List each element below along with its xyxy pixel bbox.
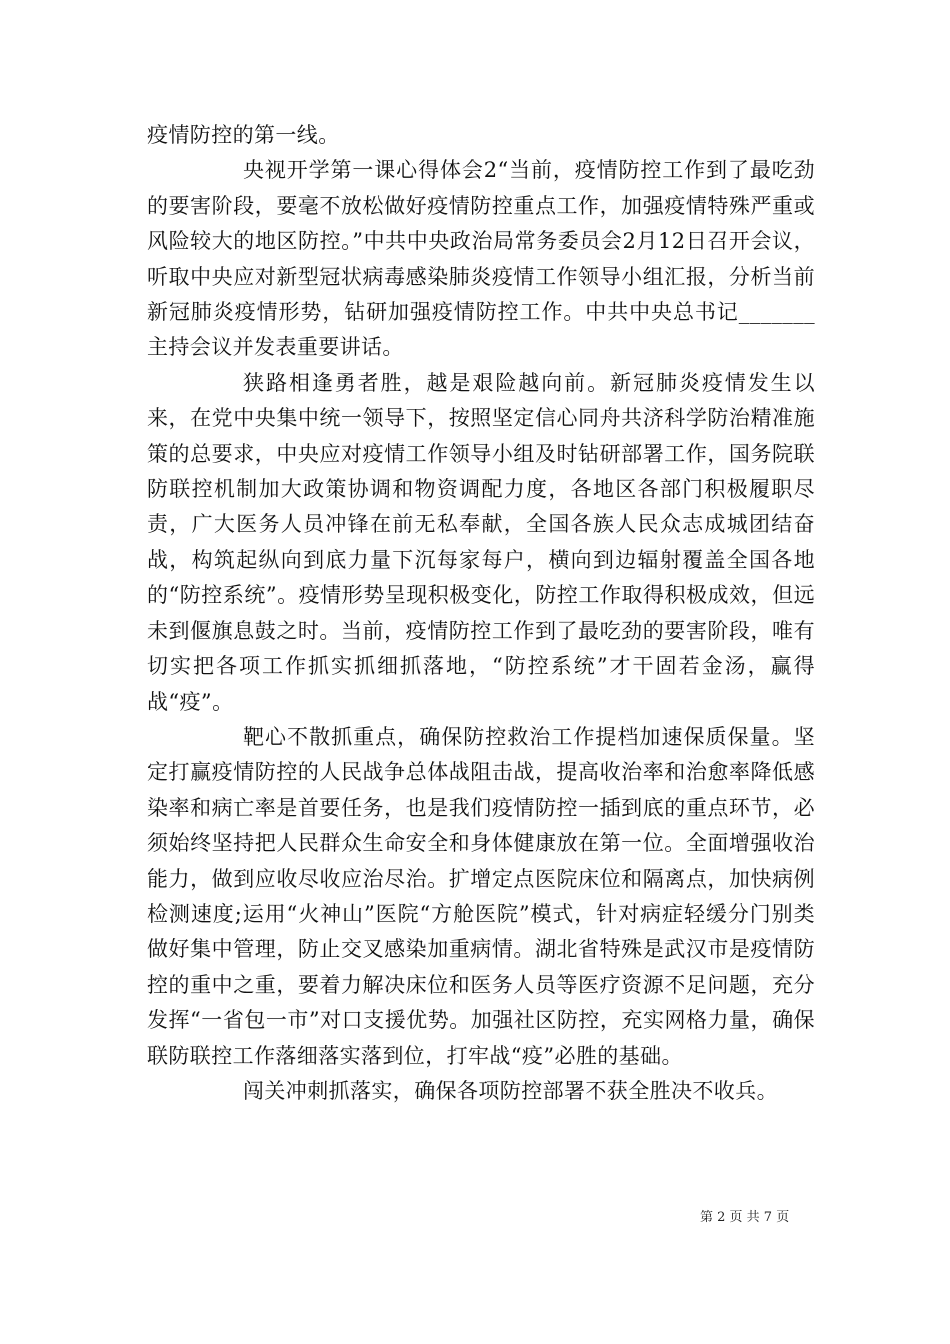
paragraph-continuation: 疫情防控的第一线。 (147, 123, 340, 147)
page-number-footer: 第 2 页 共 7 页 (700, 1210, 790, 1225)
paragraph-focus: 靶心不散抓重点，确保防控救治工作提档加速保质保量。坚定打赢疫情防控的人民战争总体战阻击战，提高收治率和治愈率降低感染率和病亡率是首要任务，也是我们疫情防控一插到底的重点环节，必须始终坚持把人民群众生命安全和身体健康放在第一位。全面增强收治能力，做到应收尽收应治尽治。扩增定点医院床位和隔离点，加快病例检测速度;运用“火神山”医院“方舱医院”模式，针对病症轻缓分门别类做好集中管理，防止交叉感染加重病情。湖北省特殊是武汉市是疫情防控的重中之重，要着力解决床位和医务人员等医疗资源不足问题，充分发挥“一省包一市”对口支援优势。加强社区防控，充实网格力量，确保联防联控工作落细落实落到位，打牢战“疫”必胜的基础。 (147, 724, 815, 1068)
paragraph-implementation: 闯关冲刺抓落实，确保各项防控部署不获全胜决不收兵。 (243, 1078, 778, 1103)
document-body (147, 118, 815, 1109)
paragraph-courage: 狭路相逢勇者胜，越是艰险越向前。新冠肺炎疫情发生以来，在党中央集中统一领导下，按照坚定信心同舟共济科学防治精准施策的总要求，中央应对疫情工作领导小组及时钻研部署工作，国务院联防联控机制加大政策协调和物资调配力度，各地区各部门积极履职尽责，广大医务人员冲锋在前无私奉献，全国各族人民众志成城团结奋战，构筑起纵向到底力量下沉每家每户，横向到边辐射覆盖全国各地的“防控系统”。疫情形势呈现积极变化，防控工作取得积极成效，但远未到偃旗息鼓之时。当前，疫情防控工作到了最吃劲的要害阶段，唯有切实把各项工作抓实抓细抓落地，“防控系统”才干固若金汤，赢得战“疫”。 (147, 370, 815, 714)
paragraph-meeting: 央视开学第一课心得体会2“当前，疫情防控工作到了最吃劲的要害阶段，要毫不放松做好疫情防控重点工作，加强疫情特殊严重或风险较大的地区防控。”中共中央政治局常务委员会2月12日召开会议，听取中央应对新型冠状病毒感染肺炎疫情工作领导小组汇报，分析当前新冠肺炎疫情形势，钻研加强疫情防控工作。中共中央总书记_______主持会议并发表重要讲话。 (147, 158, 815, 360)
